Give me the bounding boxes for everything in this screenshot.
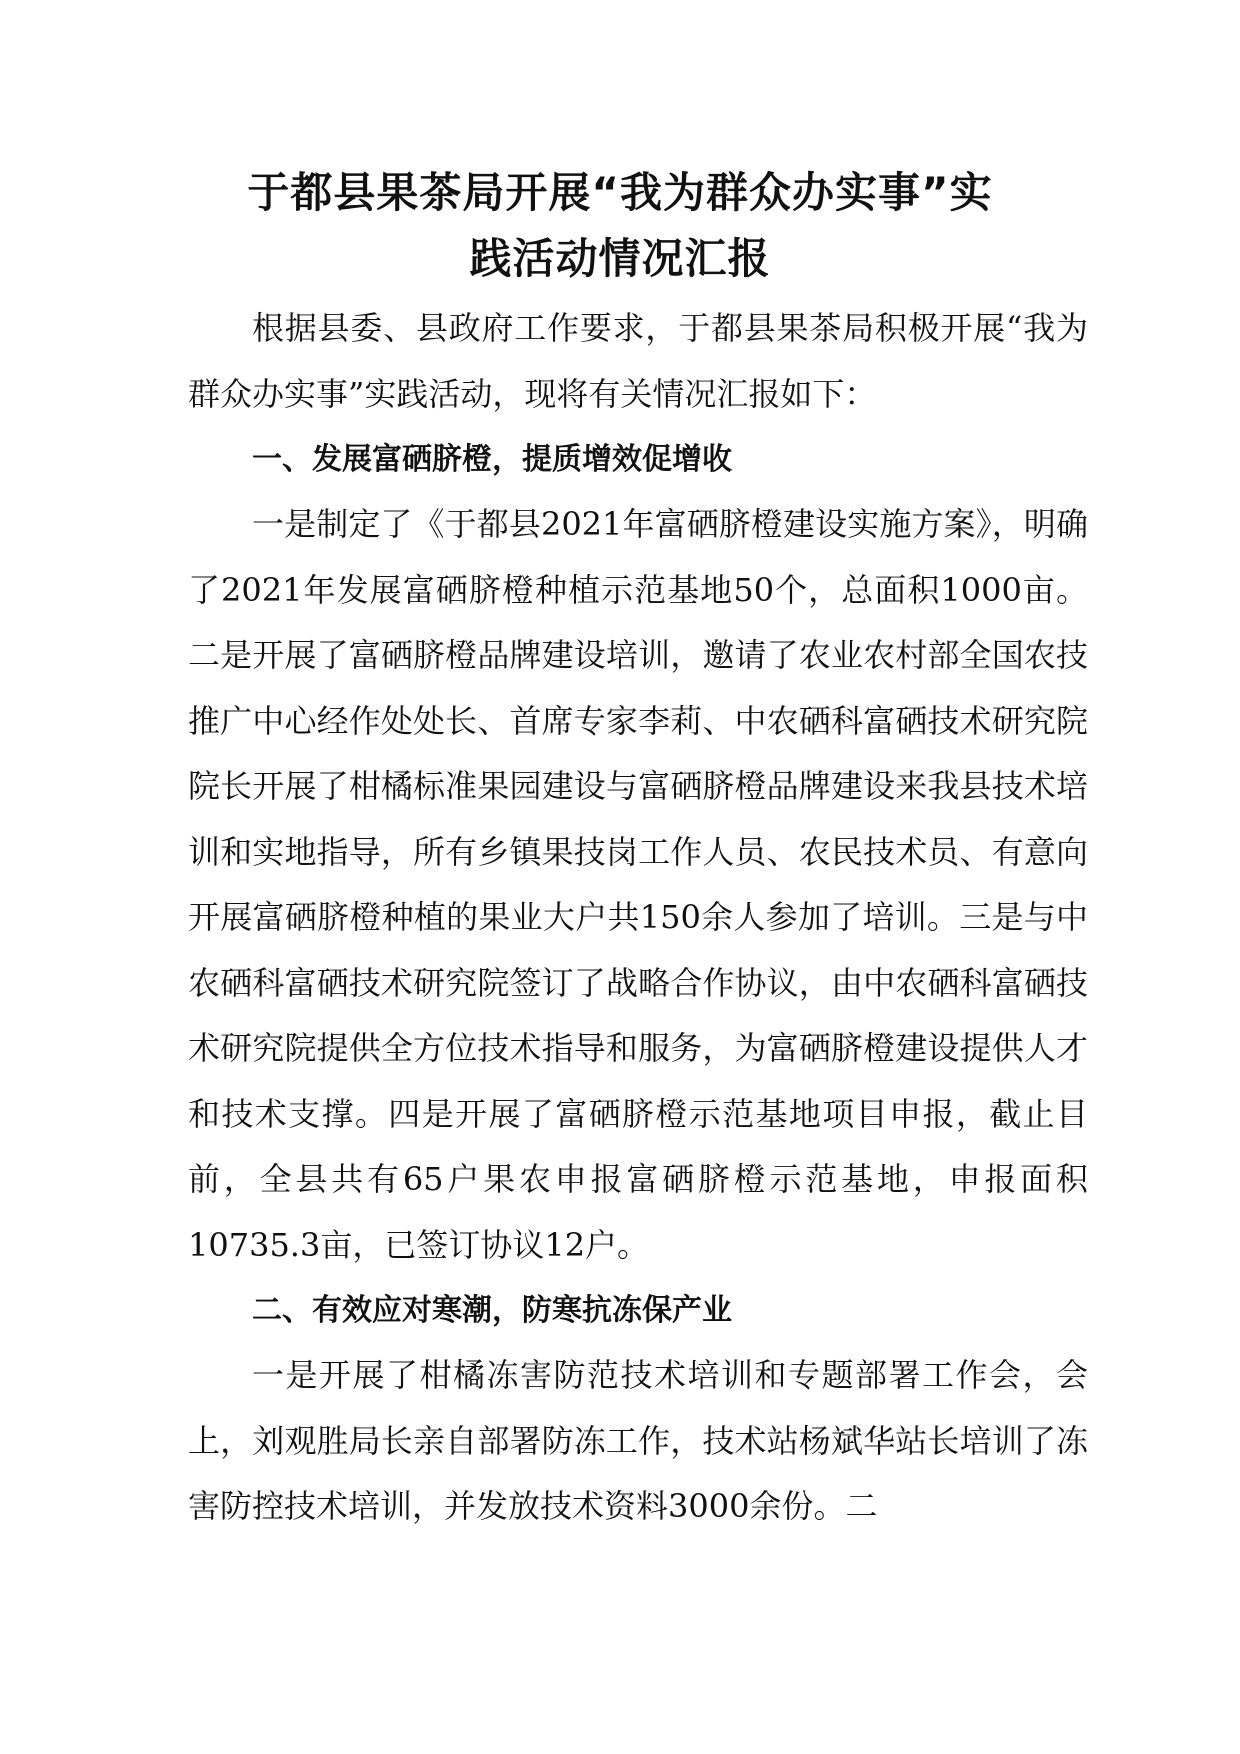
document-body xyxy=(188,296,1088,1540)
section-paragraph-2: 一是开展了柑橘冻害防范技术培训和专题部署工作会，会上，刘观胜局长亲自部署防冻工作，技术站杨斌华站长培训了冻害防控技术培训，并发放技术资料3000余份。二 xyxy=(188,1356,1088,1525)
intro-paragraph: 根据县委、县政府工作要求，于都县果茶局积极开展“我为群众办实事”实践活动，现将有关情况汇报如下： xyxy=(188,309,1088,413)
section-paragraph-1: 一是制定了《于都县2021年富硒脐橙建设实施方案》，明确了2021年发展富硒脐橙种植示范基地50个，总面积1000亩。二是开展了富硒脐橙品牌建设培训，邀请了农业农村部全国农技推广中心经作处处长、首席专家李莉、中农硒科富硒技术研究院院长开展了柑橘标准果园建设与富硒脐橙品牌建设来我县技术培训和实地指导，所有乡镇果技岗工作人员、农民技术员、有意向开展富硒脐橙种植的果业大户共150余人参加了培训。三是与中农硒科富硒技术研究院签订了战略合作协议，由中农硒科富硒技术研究院提供全方位技术指导和服务，为富硒脐橙建设提供人才和技术支撑。四是开展了富硒脐橙示范基地项目申报，截止目前，全县共有65户果农申报富硒脐橙示范基地，申报面积10735.3亩，已签订协议12户。 xyxy=(188,505,1088,1264)
section-heading-2: 二、有效应对寒潮，防寒抗冻保产业 xyxy=(252,1293,732,1328)
title-line-2: 践活动情况汇报 xyxy=(469,234,771,283)
title-line-1: 于都县果茶局开展“我为群众办实事”实 xyxy=(247,168,993,217)
section-heading-1: 一、发展富硒脐橙，提质增效促增收 xyxy=(252,442,732,477)
document-title xyxy=(180,160,1060,292)
